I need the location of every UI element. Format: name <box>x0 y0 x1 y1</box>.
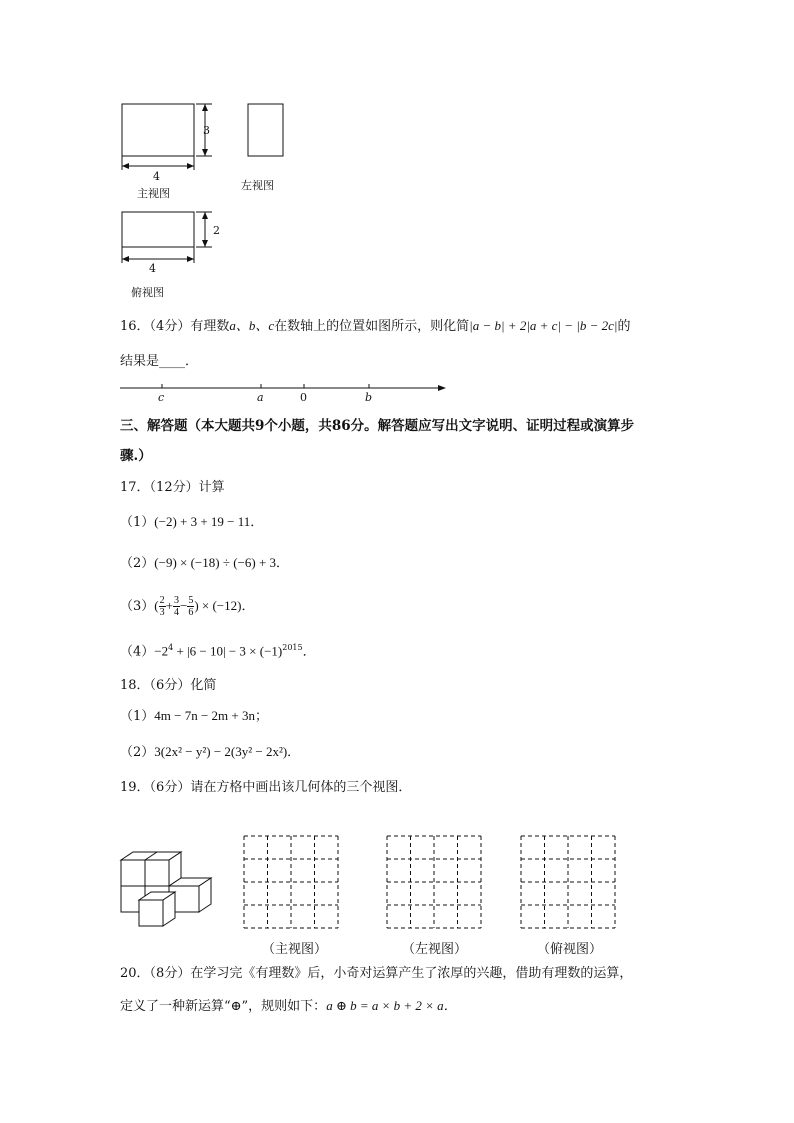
q16-expr: |a − b| + 2|a + c| − |b − 2c| <box>469 318 618 333</box>
q17-part3-close: ) × (−12)． <box>194 598 255 613</box>
front-view-rect <box>122 104 194 156</box>
q17-part3-frac1 <box>159 595 166 618</box>
top-view-rect <box>122 212 194 247</box>
frac2-num: 3 <box>173 595 179 606</box>
q17-part4-b: + |6 − 10| − 3 × (−1) <box>173 643 283 659</box>
front-width-label: 4 <box>153 170 160 183</box>
q17-part3-label: （3） <box>120 599 155 614</box>
q18-part2-expr: 3(2x² − y²) − 2(3y² − 2x²)． <box>154 744 301 759</box>
top-width-label: 4 <box>149 262 156 275</box>
q16-tail: 的 <box>617 319 631 334</box>
top-view-caption: 俯视图 <box>131 286 164 299</box>
frac3-den: 6 <box>188 607 194 618</box>
q17-part4 <box>120 640 316 660</box>
frac1-num: 2 <box>159 595 165 606</box>
q19-title: 19．（6分）请在方格中画出该几何体的三个视图． <box>120 780 412 795</box>
number-line <box>0 378 794 408</box>
left-view-rect <box>248 104 283 156</box>
q18-title: 18．（6分）化简 <box>120 678 217 693</box>
number-line-label-c: c <box>158 391 165 404</box>
frac1-den: 3 <box>159 607 165 618</box>
q17-title: 17．（12分）计算 <box>120 480 225 495</box>
q17-part1-label: （1） <box>120 515 155 530</box>
q17-part4-a: −2 <box>154 643 169 659</box>
q17-part3 <box>120 592 254 621</box>
frac3-num: 5 <box>188 595 194 606</box>
grid-front-caption: （主视图） <box>262 942 328 957</box>
number-line-label-b: b <box>365 391 373 404</box>
q17-part1-expr: (−2) + 3 + 19 − 11． <box>154 514 264 529</box>
top-height-label: 2 <box>213 224 220 237</box>
q17-part3-op1: + <box>165 598 173 613</box>
q16-vars: a、b、c <box>229 318 275 333</box>
q17-part3-op2: − <box>179 598 188 613</box>
front-view-drawing <box>0 0 794 320</box>
q17-part2-label: （2） <box>120 556 155 571</box>
q16-lead: 16．（4分）有理数 <box>120 319 230 334</box>
q17-part4-label: （4） <box>120 644 155 660</box>
q20-line1: 20．（8分）在学习完《有理数》后，小奇对运算产生了浓厚的兴趣，借助有理数的运算， <box>120 966 633 981</box>
q17-part3-frac2 <box>173 595 180 618</box>
grid-left-caption: （左视图） <box>402 942 468 957</box>
left-view-caption: 左视图 <box>241 179 274 192</box>
q17-part2-expr: (−9) × (−18) ÷ (−6) + 3． <box>154 555 290 570</box>
q20-line2-text: 定义了一种新运算“⊕”，规则如下： <box>120 999 327 1014</box>
q17-part4-end: ． <box>302 644 316 660</box>
q18-part1-expr: 4m − 7n − 2m + 3n； <box>154 708 268 723</box>
q16-line2: 结果是____． <box>120 354 199 369</box>
front-view-caption: 主视图 <box>137 187 170 200</box>
grid-top-view[interactable] <box>521 836 621 936</box>
grid-left-view[interactable] <box>387 836 487 936</box>
q18-part1 <box>120 708 268 725</box>
q18-part2 <box>120 744 300 761</box>
q16-mid: 在数轴上的位置如图所示，则化简 <box>274 319 470 334</box>
grid-top-caption: （俯视图） <box>537 942 603 957</box>
section3-heading-line2: 骤.） <box>120 448 152 464</box>
frac2-den: 4 <box>173 607 179 618</box>
q16-line1 <box>120 318 631 335</box>
q20-line2 <box>120 998 457 1015</box>
number-line-label-a: a <box>257 391 264 404</box>
q20-line2-expr: a ⊕ b = a × b + 2 × a． <box>326 998 457 1013</box>
q18-part2-label: （2） <box>120 745 155 760</box>
q17-part3-open: ( <box>154 598 159 613</box>
q17-part1 <box>120 514 263 531</box>
q17-part4-a-exp: 4 <box>168 643 174 652</box>
front-height-label: 3 <box>203 124 210 137</box>
q18-part1-label: （1） <box>120 709 155 724</box>
number-line-label-zero: 0 <box>300 391 307 404</box>
q17-part4-b-exp: 2015 <box>282 643 303 652</box>
grid-front-view[interactable] <box>244 836 344 936</box>
section3-heading-line1: 三、解答题（本大题共9个小题，共86分。解答题应写出文字说明、证明过程或演算步 <box>120 418 635 434</box>
q17-part2 <box>120 555 289 572</box>
